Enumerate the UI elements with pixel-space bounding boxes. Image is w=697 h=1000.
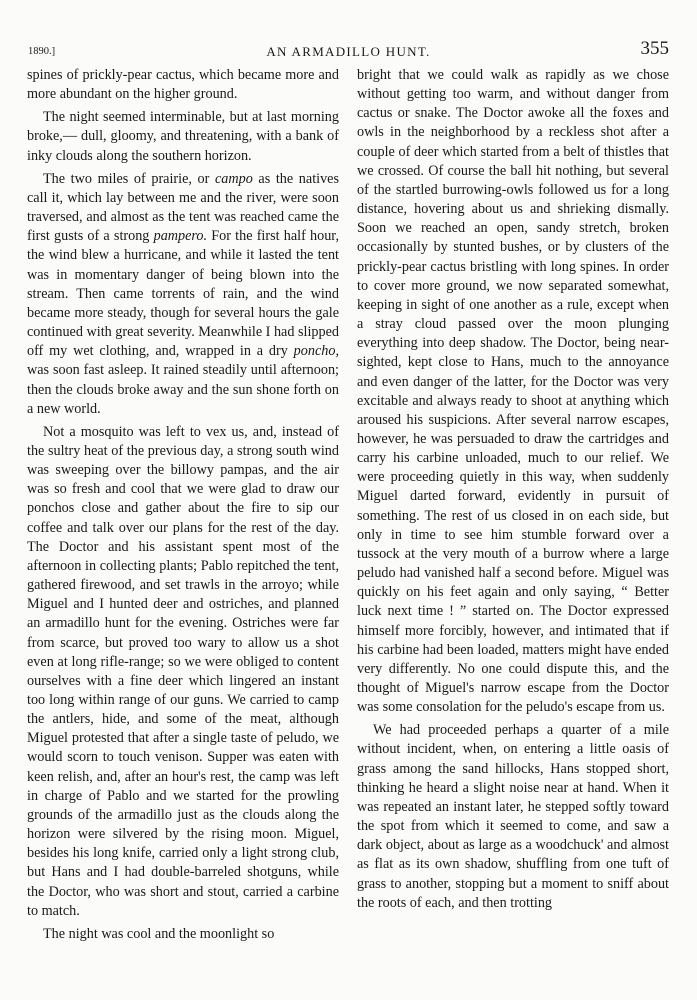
italic-text: poncho, <box>293 343 339 360</box>
italic-text: campo <box>214 170 253 187</box>
text-run: For the first half hour, the wind blew a hurricane, and while it lasted the tent was in momentary danger of being blown into the stream. Then came torrents of rain, and the wind became more steady, though for several hours the gale continued with great severity. Meanwhile I had slipped off my wet clothing, and, wrapped in a dry <box>27 228 339 360</box>
text-run: was soon fast asleep. It rained steadily until afternoon; then the clouds broke away and the sun shone forth on a new world. <box>27 362 339 417</box>
text-run: The two miles of prairie, or <box>43 170 215 187</box>
header-date: 1890.] <box>28 46 56 57</box>
text-run: spines of prickly-pear cactus, which became more and more abundant on the higher ground. <box>27 67 339 103</box>
italic-text: pampero. <box>153 228 208 245</box>
paragraph <box>27 423 339 921</box>
text-run: We had proceeded perhaps a quarter of a mile without incident, when, on entering a little oasis of grass among the sand hillocks, Hans stopped short, thinking he heard a slight noise near at hand. When it was repeated an instant later, he stepped softly toward the spot from which it seemed to come, and saw a dark object, about as large as a woodchuck' and almost as flat as its own shadow, shuffling from one tuft of grass to another, stopping but a moment to sniff about the roots of each, and then trotting <box>357 722 669 911</box>
text-run: The night seemed interminable, but at last morning broke,— dull, gloomy, and threatening, with a bank of inky clouds along the southern horizon. <box>27 109 339 164</box>
running-header <box>28 38 669 66</box>
text-run: Not a mosquito was left to vex us, and, instead of the sultry heat of the previous day, a strong south wind was sweeping over the billowy pampas, and the air was so fresh and cool that we were glad to draw our ponchos close and gather about the fire to sip our coffee and talk over our plans for the rest of the day. The Doctor and his assistant spent most of the afternoon in collecting plants; Pablo repitched the tent, gathered firewood, and set trawls in the arroyo; while Miguel and I hunted deer and ostriches, and planned an armadillo hunt for the evening. Ostriches were far from scarce, but proved too wary to allow us a shot even at long rifle-range; so we were obliged to content ourselves with a fine deer which lingered an instant too long within range of our guns. We carried to camp the antlers, hide, and some of the meat, although Miguel protested that after a single taste of peludo, we would scorn to touch venison. Supper was eaten with keen relish, and, after an hour's rest, the camp was left in charge of Pablo and we started for the prowling grounds of the armadillo just as the clouds along the horizon were silvered by the rising moon. Miguel, besides his long knife, carried only a light strong club, but Hans and I had double-barreled shotguns, while the Doctor, who was short and stout, carried a carbine to match. <box>27 423 339 919</box>
paragraph <box>357 66 669 717</box>
right-column <box>357 66 669 913</box>
text-run: The night was cool and the moonlight so <box>43 925 275 942</box>
header-title: AN ARMADILLO HUNT. <box>266 44 431 59</box>
paragraph <box>27 170 339 419</box>
paragraph <box>27 925 339 944</box>
paragraph <box>27 66 339 104</box>
text-run: as the natives call it, which lay between me and the river, were soon traversed, and almost as the tent was reached came the first gusts of a strong <box>27 170 339 245</box>
left-column <box>27 66 339 944</box>
page-number: 355 <box>640 38 669 59</box>
text-run: bright that we could walk as rapidly as we chose without getting too warm, and without danger from cactus or snake. The Doctor awoke all the foxes and owls in the neighborhood by a reckless shot after a couple of deer which started from a belt of thistles that we crossed. Of course the ball hit nothing, but several of the startled burrowing-owls followed us for a long distance, hovering about us and shrieking dismally. Soon we reached an open, sandy stretch, broken occasionally by stunted bushes, or by clusters of the prickly-pear cactus bristling with long spines. In order to cover more ground, we now separated somewhat, keeping in sight of one another as a rule, except when a stray cloud passed over the moon plunging everything into deep shadow. The Doctor, being near-sighted, kept close to Hans, much to the annoyance and even danger of the latter, for the Doctor was very excitable and always ready to shoot at anything which aroused his suspicions. After several narrow escapes, however, he was persuaded to draw the cartridges and carry his carbine unloaded, much to our relief. We were proceeding quietly in this way, when suddenly Miguel darted forward, evidently in pursuit of something. The rest of us closed in on each side, but only in time to see him stumble forward over a tussock at the very mouth of a burrow where a large peludo had vanished half a second before. Miguel was quickly on his feet again and only saying, “ Better luck next time ! ” started on. The Doctor expressed himself more forcibly, however, and intimated that if his carbine had been loaded, matters might have ended very differently. No one could dispute this, and the thought of Miguel's narrow escape from the Doctor was some consolation for the peludo's escape from us. <box>357 67 669 716</box>
paragraph <box>27 108 339 165</box>
paragraph <box>357 721 669 913</box>
